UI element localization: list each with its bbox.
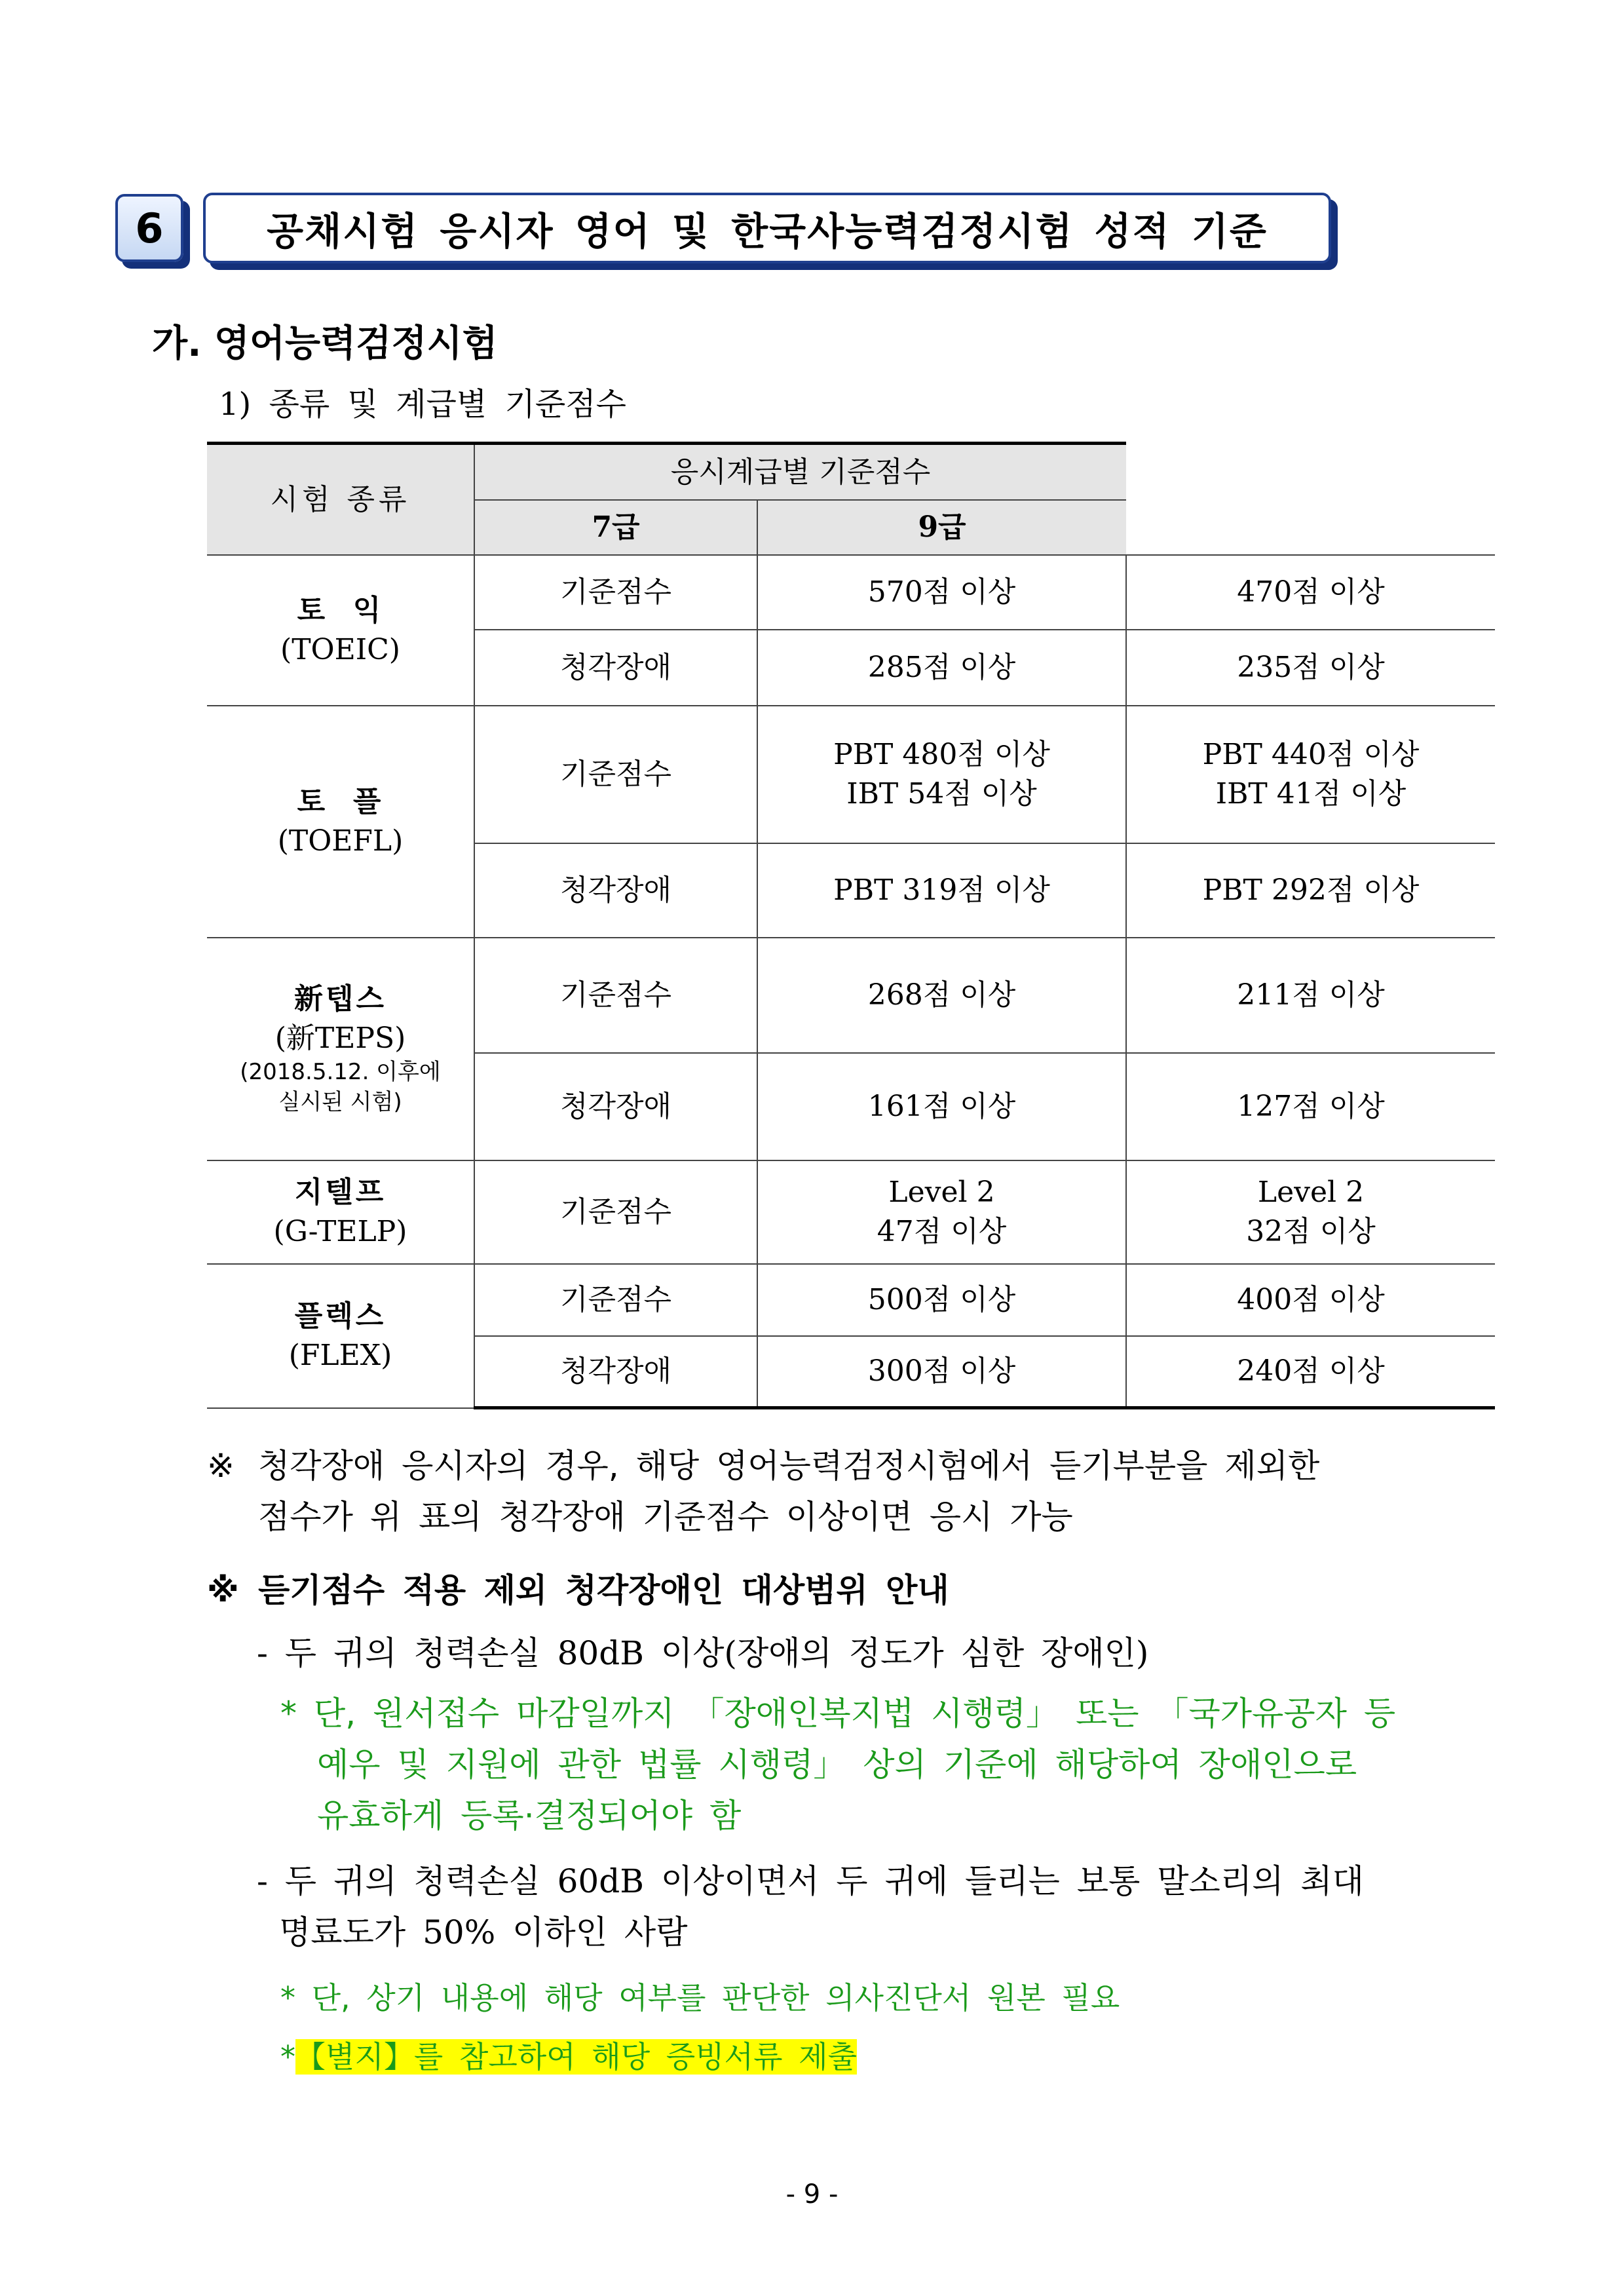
score-cell: 285점 이상 bbox=[757, 630, 1126, 706]
score-cell: 161점 이상 bbox=[757, 1053, 1126, 1160]
score-cell bbox=[757, 1160, 1126, 1264]
criterion-60db bbox=[257, 1856, 1501, 1958]
score-cell: 470점 이상 bbox=[1126, 555, 1495, 630]
exam-english-name: (新TEPS) bbox=[274, 1021, 406, 1055]
subsection-heading: 가. 영어능력검정시험 bbox=[152, 322, 498, 365]
note-line: 점수가 위 표의 청각장애 기준점수 이상이면 응시 가능 bbox=[258, 1498, 1073, 1536]
note-scope-title: 듣기점수 적용 제외 청각장애인 대상범위 안내 bbox=[258, 1571, 949, 1609]
score-cell: PBT 319점 이상 bbox=[757, 843, 1126, 938]
criteria-label: 기준점수 bbox=[474, 706, 757, 843]
note-star: * bbox=[280, 2039, 295, 2075]
item-heading: 1) 종류 및 계급별 기준점수 bbox=[219, 386, 626, 423]
note-line: - 두 귀의 청력손실 60dB 이상이면서 두 귀에 들리는 보통 말소리의 최대 bbox=[257, 1862, 1364, 1900]
note-medical-certificate: * 단, 상기 내용에 해당 여부를 판단한 의사진단서 원본 필요 bbox=[280, 1980, 1120, 2016]
exam-name: 지텔프 bbox=[294, 1176, 387, 1210]
score-cell: 127점 이상 bbox=[1126, 1053, 1495, 1160]
appendix-highlight: 【별지】를 참고하여 해당 증빙서류 제출 bbox=[295, 2039, 858, 2075]
exam-gtelp bbox=[207, 1160, 474, 1264]
exam-name: 플렉스 bbox=[294, 1299, 387, 1333]
exam-toeic bbox=[207, 555, 474, 706]
note-registration bbox=[280, 1688, 1525, 1841]
score-line: IBT 41점 이상 bbox=[1215, 776, 1407, 811]
criteria-label: 청각장애 bbox=[474, 630, 757, 706]
exam-toefl bbox=[207, 706, 474, 938]
score-cell: 300점 이상 bbox=[757, 1336, 1126, 1408]
note-appendix bbox=[280, 2031, 857, 2082]
note-line: 예우 및 지원에 관한 법률 시행령」 상의 기준에 해당하여 장애인으로 bbox=[317, 1746, 1357, 1784]
exam-flex bbox=[207, 1264, 474, 1408]
score-cell: 500점 이상 bbox=[757, 1264, 1126, 1336]
score-cell: 211점 이상 bbox=[1126, 938, 1495, 1053]
score-cell: 240점 이상 bbox=[1126, 1336, 1495, 1408]
header-grade-7: 7급 bbox=[474, 500, 757, 555]
criteria-label: 기준점수 bbox=[474, 555, 757, 630]
score-line: PBT 480점 이상 bbox=[833, 738, 1050, 772]
exam-note: (2018.5.12. 이후에 bbox=[240, 1059, 441, 1085]
header-grade-9: 9급 bbox=[757, 500, 1126, 555]
exam-note: 실시된 시험) bbox=[278, 1088, 402, 1115]
exam-english-name: (G-TELP) bbox=[273, 1214, 407, 1248]
score-line: IBT 54점 이상 bbox=[846, 776, 1037, 811]
note-line: * 단, 원서접수 마감일까지 「장애인복지법 시행령」 또는 「국가유공자 등 bbox=[280, 1694, 1396, 1732]
criteria-label: 기준점수 bbox=[474, 1264, 757, 1336]
header-grade-criteria: 응시계급별 기준점수 bbox=[474, 444, 1126, 500]
score-cell bbox=[1126, 1160, 1495, 1264]
note-line: 청각장애 응시자의 경우, 해당 영어능력검정시험에서 듣기부분을 제외한 bbox=[258, 1447, 1320, 1485]
score-line: 32점 이상 bbox=[1246, 1214, 1376, 1248]
exam-name: 토 플 bbox=[297, 785, 384, 819]
criteria-label: 기준점수 bbox=[474, 1160, 757, 1264]
score-cell: 235점 이상 bbox=[1126, 630, 1495, 706]
note-line: 유효하게 등록·결정되어야 함 bbox=[317, 1797, 742, 1835]
criterion-80db: - 두 귀의 청력손실 80dB 이상(장애의 정도가 심한 장애인) bbox=[257, 1634, 1149, 1672]
section-title: 공채시험 응시자 영어 및 한국사능력검정시험 성적 기준 bbox=[203, 193, 1331, 263]
score-line: 47점 이상 bbox=[877, 1214, 1007, 1248]
exam-teps bbox=[207, 938, 474, 1160]
header-exam-type: 시험 종류 bbox=[207, 444, 474, 555]
score-cell bbox=[757, 706, 1126, 843]
criteria-label: 청각장애 bbox=[474, 1053, 757, 1160]
note-mark: ※ bbox=[207, 1447, 235, 1485]
section-number-badge: 6 bbox=[115, 194, 183, 262]
score-cell: 400점 이상 bbox=[1126, 1264, 1495, 1336]
note-line: 명료도가 50% 이하인 사람 bbox=[279, 1913, 688, 1951]
exam-english-name: (TOEFL) bbox=[277, 824, 404, 858]
note-mark: ※ bbox=[207, 1571, 239, 1609]
criteria-label: 청각장애 bbox=[474, 843, 757, 938]
score-line: Level 2 bbox=[888, 1176, 995, 1210]
score-cell: 570점 이상 bbox=[757, 555, 1126, 630]
criteria-label: 청각장애 bbox=[474, 1336, 757, 1408]
exam-name: 新텝스 bbox=[293, 982, 387, 1016]
score-cell: PBT 292점 이상 bbox=[1126, 843, 1495, 938]
score-line: PBT 440점 이상 bbox=[1202, 738, 1420, 772]
score-table bbox=[207, 442, 1495, 1409]
score-line: Level 2 bbox=[1257, 1176, 1365, 1210]
criteria-label: 기준점수 bbox=[474, 938, 757, 1053]
page-number: - 9 - bbox=[785, 2179, 839, 2210]
score-cell bbox=[1126, 706, 1495, 843]
exam-name: 토 익 bbox=[297, 594, 384, 628]
exam-english-name: (FLEX) bbox=[288, 1338, 392, 1372]
score-cell: 268점 이상 bbox=[757, 938, 1126, 1053]
note-hearing-paragraph bbox=[258, 1440, 1503, 1542]
exam-english-name: (TOEIC) bbox=[280, 632, 400, 666]
